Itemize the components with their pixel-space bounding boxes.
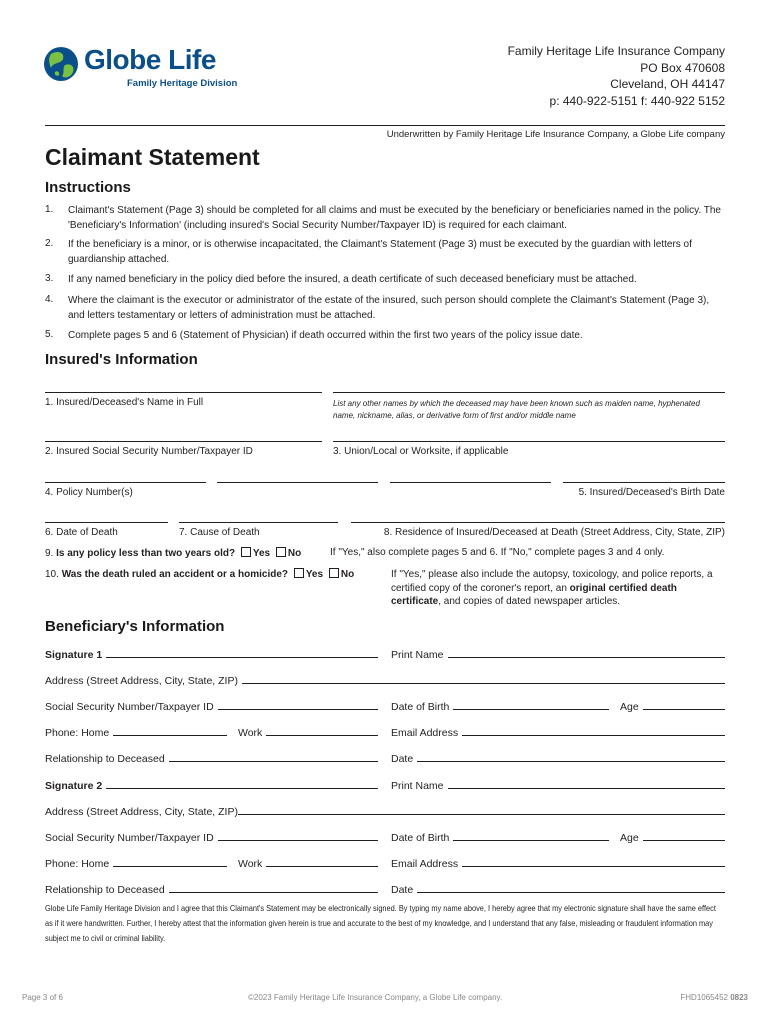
date-1-label: Date <box>391 753 414 765</box>
email-2-row <box>391 856 725 870</box>
question-10-note-end: , and copies of dated newspaper articles. <box>438 596 621 607</box>
ssn-1-field[interactable] <box>218 699 378 710</box>
phone-work-2-field[interactable] <box>266 856 378 867</box>
copyright: ©2023 Family Heritage Life Insurance Company, a Globe Life company. <box>248 993 503 1002</box>
ssn-1-row <box>45 699 378 713</box>
date-1-field[interactable] <box>417 751 725 762</box>
signature-1-row <box>45 647 378 661</box>
address-1-row <box>45 673 725 687</box>
ssn-2-field[interactable] <box>218 830 378 841</box>
q9-no-label: No <box>287 548 302 559</box>
print-name-1-label: Print Name <box>391 649 444 661</box>
date-1-row <box>391 751 725 765</box>
policy-number-label: 4. Policy Number(s) <box>45 487 133 498</box>
date-2-field[interactable] <box>417 882 725 893</box>
q9-yes-label: Yes <box>252 548 271 559</box>
form-code <box>680 993 748 1002</box>
q9-yes-checkbox[interactable] <box>241 547 251 557</box>
phone-home-2-row <box>45 856 227 870</box>
instruction-number: 4. <box>45 294 54 305</box>
date-2-label: Date <box>391 884 414 896</box>
q10-no-checkbox[interactable] <box>329 568 339 578</box>
print-name-2-field[interactable] <box>448 778 725 789</box>
question-10-note <box>391 568 725 609</box>
policy-number-field-3[interactable] <box>390 482 551 483</box>
ssn-2-row <box>45 830 378 844</box>
phone-home-1-label: Phone: Home <box>45 727 110 739</box>
question-10-note-text: If "Yes," please also include the autopsy, toxicology, and police reports, a certified copy of the coroner's report, an <box>391 569 713 594</box>
print-name-2-row <box>391 778 725 792</box>
phone-work-1-label: Work <box>238 727 263 739</box>
birth-date-field[interactable] <box>563 482 725 483</box>
relationship-2-label: Relationship to Deceased <box>45 884 165 896</box>
q10-no-label: No <box>340 569 355 580</box>
relationship-2-row <box>45 882 378 896</box>
form-code-date: 0823 <box>730 993 748 1002</box>
email-1-row <box>391 725 725 739</box>
page-number: Page 3 of 6 <box>22 993 63 1002</box>
phone-work-1-field[interactable] <box>266 725 378 736</box>
logo-division: Family Heritage Division <box>127 78 238 89</box>
other-names-field[interactable] <box>333 392 725 393</box>
phone-home-1-field[interactable] <box>113 725 227 736</box>
address-1-field[interactable] <box>242 673 725 684</box>
instructions-heading: Instructions <box>45 179 131 196</box>
email-2-label: Email Address <box>391 858 459 870</box>
cause-of-death-label: 7. Cause of Death <box>179 527 260 538</box>
phone-home-1-row <box>45 725 227 739</box>
signature-2-row <box>45 778 378 792</box>
age-1-row <box>620 699 725 713</box>
age-2-row <box>620 830 725 844</box>
age-1-field[interactable] <box>643 699 725 710</box>
instruction-text: Where the claimant is the executor or administrator of the estate of the insured, such person should complete the Claimant's Statement (Page 3), and letters testamentary or letters of administration must be attached. <box>68 295 710 321</box>
logo <box>43 45 243 91</box>
cause-of-death-field[interactable] <box>179 522 338 523</box>
dob-1-field[interactable] <box>453 699 609 710</box>
company-address <box>508 43 725 109</box>
beneficiary-heading: Beneficiary's Information <box>45 618 225 635</box>
date-2-row <box>391 882 725 896</box>
email-2-field[interactable] <box>462 856 725 867</box>
date-of-death-label: 6. Date of Death <box>45 527 118 538</box>
relationship-1-row <box>45 751 378 765</box>
age-1-label: Age <box>620 701 639 713</box>
union-label: 3. Union/Local or Worksite, if applicable <box>333 446 509 457</box>
instruction-text: Claimant's Statement (Page 3) should be completed for all claims and must be executed by the beneficiary or beneficiaries named in the policy. The 'Beneficiary's Information' (including insured's Social Security Number/Taxpayer ID) is required for each claimant. <box>68 205 721 231</box>
insured-name-label: 1. Insured/Deceased's Name in Full <box>45 397 204 408</box>
q10-yes-checkbox[interactable] <box>294 568 304 578</box>
instruction-number: 1. <box>45 204 54 215</box>
policy-number-field-1[interactable] <box>45 482 206 483</box>
print-name-1-row <box>391 647 725 661</box>
phone-home-2-label: Phone: Home <box>45 858 110 870</box>
dob-2-label: Date of Birth <box>391 832 450 844</box>
q10-yes-label: Yes <box>305 569 324 580</box>
insured-ssn-label: 2. Insured Social Security Number/Taxpayer ID <box>45 446 253 457</box>
e-signature-disclaimer: Globe Life Family Heritage Division and I agree that this Claimant's Statement may be electronically signed. By typing my name above, I hereby agree that my electronic signature shall have the same effect as if it were handwritten. Further, I hereby attest that the information given herein is true and accurate to the best of my knowledge, and I understand that any false, misleading or fraudulent information may subject me to civil or criminal liability. <box>45 903 716 943</box>
residence-field[interactable] <box>351 522 725 523</box>
logo-wordmark: Globe Life <box>84 44 216 75</box>
email-1-label: Email Address <box>391 727 459 739</box>
union-field[interactable] <box>333 441 725 442</box>
address-1-label: Address (Street Address, City, State, ZIP) <box>45 675 238 687</box>
address-2-label: Address (Street Address, City, State, ZIP) <box>45 806 238 818</box>
relationship-2-field[interactable] <box>169 882 378 893</box>
ssn-2-label: Social Security Number/Taxpayer ID <box>45 832 214 844</box>
age-2-label: Age <box>620 832 639 844</box>
dob-1-row <box>391 699 609 713</box>
question-9-text: Is any policy less than two years old? <box>56 548 236 559</box>
question-10-number: 10. <box>45 569 59 580</box>
other-names-note: List any other names by which the deceased may have been known such as maiden name, hyphenated name, nickname, alias, or derivative form of first and/or middle name <box>333 399 700 420</box>
instruction-text: If the beneficiary is a minor, or is otherwise incapacitated, the Claimant's Statement (Page 3) must be executed by the guardian with letters of guardianship attached. <box>68 239 692 265</box>
instruction-text: Complete pages 5 and 6 (Statement of Physician) if death occurred within the first two years of the policy issue date. <box>68 330 583 341</box>
phone-work-2-row <box>238 856 378 870</box>
instruction-number: 3. <box>45 273 54 284</box>
address-2-row <box>45 804 725 818</box>
question-9 <box>45 547 301 559</box>
email-1-field[interactable] <box>462 725 725 736</box>
globe-icon <box>43 46 79 82</box>
print-name-2-label: Print Name <box>391 780 444 792</box>
signature-2-label: Signature 2 <box>45 780 103 792</box>
question-9-number: 9. <box>45 548 54 559</box>
phone-fax: p: 440-922-5151 f: 440-922 5152 <box>549 93 725 108</box>
instruction-number: 2. <box>45 238 54 249</box>
ssn-1-label: Social Security Number/Taxpayer ID <box>45 701 214 713</box>
dob-1-label: Date of Birth <box>391 701 450 713</box>
print-name-1-field[interactable] <box>448 647 725 658</box>
relationship-1-field[interactable] <box>169 751 378 762</box>
form-code-number: FHD1065452 <box>680 993 728 1002</box>
dob-2-row <box>391 830 609 844</box>
signature-1-label: Signature 1 <box>45 649 103 661</box>
question-10-text: Was the death ruled an accident or a homicide? <box>61 569 289 580</box>
insured-heading: Insured's Information <box>45 351 198 368</box>
address-2-field[interactable] <box>238 804 725 815</box>
q9-no-checkbox[interactable] <box>276 547 286 557</box>
insured-ssn-field[interactable] <box>45 441 322 442</box>
underwritten-note: Underwritten by Family Heritage Life Insurance Company, a Globe Life company <box>386 129 725 140</box>
residence-label: 8. Residence of Insured/Deceased at Death (Street Address, City, State, ZIP) <box>383 527 725 538</box>
date-of-death-field[interactable] <box>45 522 168 523</box>
city-state-zip: Cleveland, OH 44147 <box>610 77 725 91</box>
phone-work-1-row <box>238 725 378 739</box>
insured-name-field[interactable] <box>45 392 322 393</box>
relationship-1-label: Relationship to Deceased <box>45 753 165 765</box>
question-9-note: If "Yes," also complete pages 5 and 6. If "No," complete pages 3 and 4 only. <box>330 547 665 558</box>
header-divider <box>45 125 725 126</box>
age-2-field[interactable] <box>643 830 725 841</box>
phone-work-2-label: Work <box>238 858 263 870</box>
question-10 <box>45 568 354 580</box>
company-name: Family Heritage Life Insurance Company <box>507 44 725 58</box>
birth-date-label: 5. Insured/Deceased's Birth Date <box>578 487 725 498</box>
question-10-note-bold: original certified death certificate <box>391 582 677 607</box>
signature-2-field[interactable] <box>106 778 378 789</box>
po-box: PO Box 470608 <box>640 60 725 75</box>
page-title: Claimant Statement <box>45 144 260 170</box>
dob-2-field[interactable] <box>453 830 609 841</box>
instruction-text: If any named beneficiary in the policy died before the insured, a death certificate of such deceased beneficiary must be attached. <box>68 274 637 285</box>
signature-1-field[interactable] <box>106 647 378 658</box>
policy-number-field-2[interactable] <box>217 482 378 483</box>
instruction-number: 5. <box>45 329 54 340</box>
phone-home-2-field[interactable] <box>113 856 227 867</box>
